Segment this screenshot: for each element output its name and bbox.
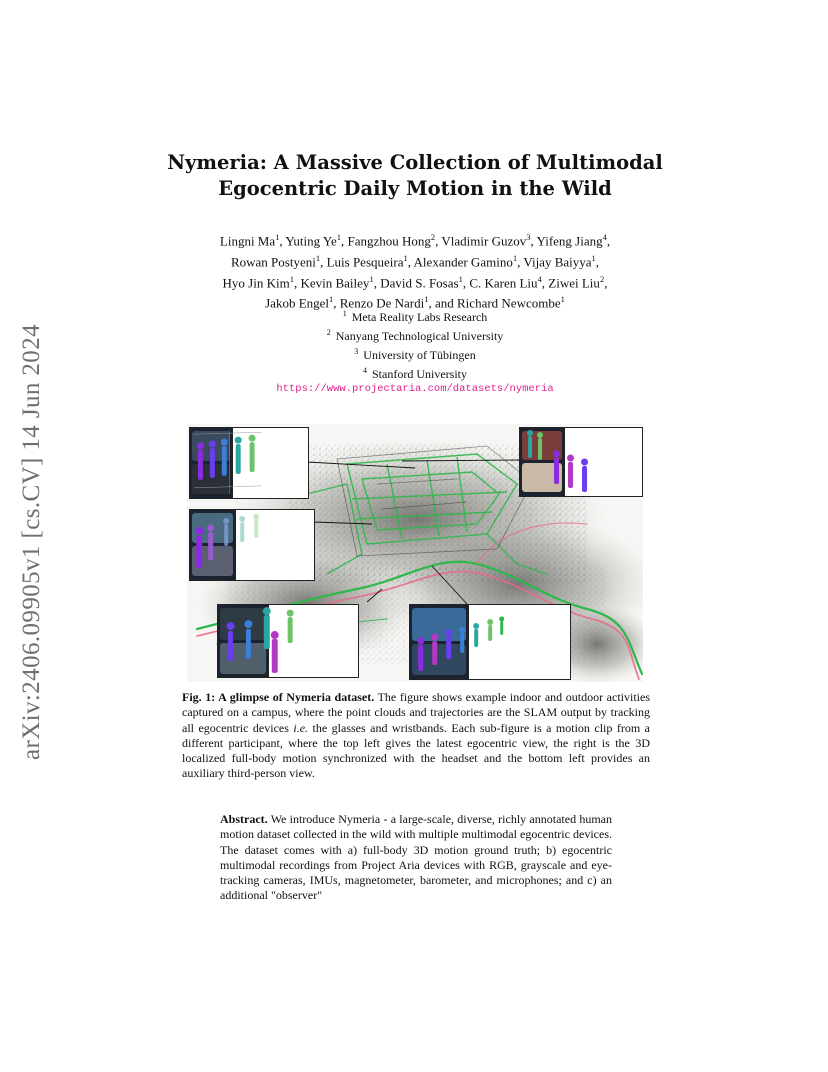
body-motion-render (410, 605, 512, 679)
caption-ie: i.e. (293, 720, 309, 735)
abstract-label: Abstract. (220, 812, 268, 826)
author-separator: , (606, 233, 611, 249)
author-separator: , (293, 274, 301, 290)
author-name: Ziwei Liu (548, 274, 600, 290)
author-separator: , (373, 274, 381, 290)
affiliation-number: 1 (342, 309, 347, 318)
body-motion-render (520, 428, 598, 496)
author-name: David S. Fosas (380, 274, 459, 290)
author-affiliation-marker: 1 (369, 273, 374, 284)
dataset-url-link[interactable]: https://www.projectaria.com/datasets/nymeria (276, 383, 554, 395)
motion-clip-inset-top-left (189, 427, 309, 499)
author-separator: , (333, 295, 340, 311)
motion-clip-inset-bottom-right (409, 604, 571, 680)
author-name: Fangzhou Hong (347, 233, 431, 249)
author-name: Yifeng Jiang (536, 233, 603, 249)
motion-clip-inset-middle-left (189, 509, 315, 581)
author-name: Luis Pesqueira (326, 254, 404, 270)
author-affiliation-marker: 1 (403, 252, 408, 263)
author-name: Richard Newcombe (457, 295, 561, 311)
abstract (220, 812, 612, 904)
motion-clip-inset-top-right (519, 427, 643, 497)
author-separator: , (462, 274, 470, 290)
author-name: Kevin Bailey (300, 274, 370, 290)
author-name: Renzo De Nardi (339, 295, 425, 311)
author-name: C. Karen Liu (469, 274, 538, 290)
body-motion-render (218, 605, 308, 677)
author-affiliation-marker: 1 (591, 252, 596, 263)
affiliation-name: Nanyang Technological University (335, 329, 504, 343)
author-affiliation-marker: 4 (537, 273, 542, 284)
author-affiliation-marker: 1 (458, 273, 463, 284)
author-separator: , (279, 233, 286, 249)
title-line-1: Nymeria: A Massive Collection of Multimodal (167, 151, 663, 174)
affiliation-row (150, 363, 680, 382)
author-separator: , and (428, 295, 458, 311)
abstract-text: We introduce Nymeria - a large-scale, diverse, richly annotated human motion dataset collected in the wild with multiple multimodal egocentric devices. The dataset comes with a) full-body 3D motion ground truth; b) egocentric multimodal recordings from Project Aria devices with RGB, grayscale and eye-tracking cameras, IMUs, magnetometer, barometer, and microphones; and c) an additional "observer" (220, 812, 612, 903)
arxiv-identifier: arXiv:2406.09905v1 [cs.CV] 14 Jun 2024 (18, 323, 45, 760)
author-name: Hyo Jin Kim (222, 274, 290, 290)
author-affiliation-marker: 1 (329, 294, 334, 305)
affiliation-number: 2 (326, 328, 331, 337)
author-separator: , (541, 274, 549, 290)
author-affiliation-marker: 1 (275, 232, 280, 242)
author-line-1 (150, 229, 680, 250)
affiliation-name: Stanford University (372, 367, 467, 381)
author-line-2 (150, 250, 680, 271)
motion-clip-inset-bottom-left (217, 604, 359, 678)
author-separator: , (435, 233, 442, 249)
author-affiliation-marker: 1 (289, 273, 294, 284)
author-separator: , (340, 233, 348, 249)
author-separator: , (604, 274, 608, 290)
author-name: Jakob Engel (265, 295, 330, 311)
author-separator: , (595, 254, 600, 270)
author-affiliation-marker: 1 (315, 252, 321, 263)
author-affiliation-marker: 4 (602, 232, 607, 242)
author-affiliation-marker: 2 (599, 273, 605, 284)
affiliation-row (150, 306, 680, 325)
affiliation-number: 3 (354, 347, 359, 356)
caption-text-part1: The figure shows example indoor and outdoor activities captured on a campus, where the point clouds and trajectories are the SLAM output by tracking all egocentric devices (182, 690, 650, 735)
affiliation-number: 4 (363, 366, 367, 375)
author-affiliation-marker: 2 (430, 232, 436, 242)
author-separator: , (407, 254, 414, 270)
author-name: Rowan Postyeni (230, 254, 316, 270)
author-list (150, 229, 680, 312)
author-separator: , (530, 233, 537, 249)
author-affiliation-marker: 1 (336, 232, 341, 242)
teaser-figure (187, 424, 643, 682)
caption-text-part2: the glasses and wristbands. Each sub-figure is a motion clip from a different participant, where the top left gives the latest egocentric view, the right is the 3D localized full-body motion synchronized with the headset and the bottom left provides an auxiliary third-person view. (182, 720, 650, 781)
author-affiliation-marker: 1 (512, 252, 518, 263)
author-name: Alexander Gamino (413, 254, 513, 270)
affiliation-name: University of Tübingen (363, 348, 476, 362)
body-motion-render (190, 428, 266, 498)
author-separator: , (320, 254, 327, 270)
author-separator: , (517, 254, 524, 270)
affiliation-row (150, 325, 680, 344)
affiliation-row (150, 344, 680, 363)
figure-caption (182, 690, 650, 782)
paper-title (150, 150, 680, 202)
author-affiliation-marker: 3 (526, 232, 531, 242)
author-line-3 (150, 271, 680, 292)
author-name: Vladimir Guzov (441, 233, 527, 249)
affiliation-list (150, 306, 680, 397)
author-name: Vijay Baiyya (523, 254, 592, 270)
body-motion-render (190, 510, 269, 580)
title-line-2: Egocentric Daily Motion in the Wild (218, 177, 612, 200)
author-name: Lingni Ma (219, 233, 276, 249)
caption-label: Fig. 1: A glimpse of Nymeria dataset. (182, 690, 375, 704)
author-affiliation-marker: 1 (424, 294, 429, 305)
affiliation-name: Meta Reality Labs Research (351, 310, 488, 324)
author-name: Yuting Ye (285, 233, 337, 249)
author-affiliation-marker: 1 (560, 294, 565, 305)
